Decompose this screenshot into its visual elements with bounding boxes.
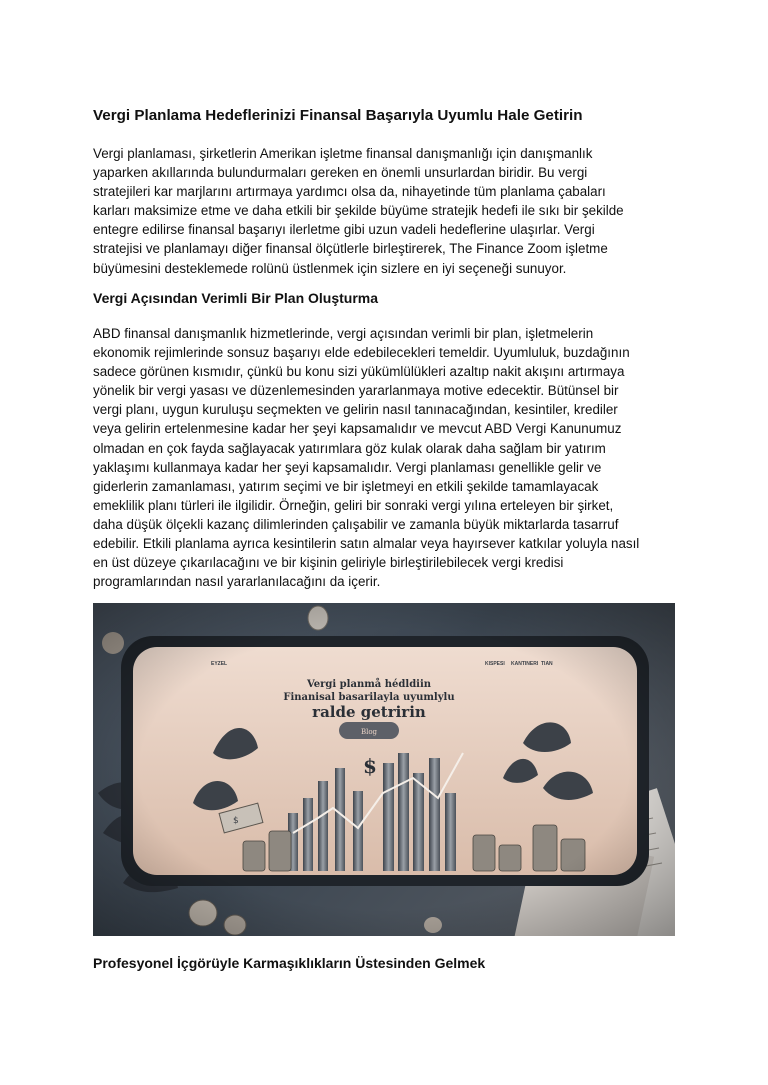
section-heading: Vergi Açısından Verimli Bir Plan Oluşturma — [93, 290, 379, 306]
paragraph-line: ABD finansal danışmanlık hizmetlerinde, vergi açısından verimli bir plan, işletmelerin — [93, 326, 594, 341]
page-title: Vergi Planlama Hedeflerinizi Finansal Başarıyla Uyumlu Hale Getirin — [93, 107, 583, 124]
paragraph-line: entegre edilirse finansal başarıyı ilerletme gibi uzun vadeli hedeflerine ulaşırlar. Vergi — [93, 222, 595, 238]
paragraph-line: edebilir. Etkili planlama ayrıca kesintilerin satın almalar veya hayırsever katkılar yoluyla nasıl — [93, 536, 640, 552]
intro-paragraph — [93, 144, 679, 278]
paragraph-line: yönelik bir vergi yasası ve düzenlemesinden yararlanmaya motive edecektir. Bütünsel bir — [93, 383, 619, 399]
tax-planning-illustration — [93, 603, 675, 936]
paragraph-line: yaklaşımı kullanmaya kadar her şeyi kapsamalıdır. Vergi planlaması genellikle gelir ve — [93, 459, 602, 475]
paragraph-line: en üst düzeye çıkarılacağını ve bir kişinin geliriyle birleştirilebilecek vergi kredisi — [93, 555, 564, 571]
paragraph-line: stratejileri kar marjlarını artırmaya yardımcı olsa da, nihayetinde tüm planlama çabaları — [93, 184, 606, 200]
illustration-svg — [93, 603, 675, 936]
paragraph-line: ekonomik rejimlerinde sonsuz başarıyı elde edebilecekleri temeldir. Uyumluluk, buzdağının — [93, 345, 630, 361]
paragraph-line: büyümesini desteklemede rolünü üstlenmek için sizlere en iyi seçeneği sunuyor. — [93, 260, 567, 276]
paragraph-line: daha düşük ölçekli kazanç dilimlerinden çalışabilir ve zamanla büyük miktarlarda tasarruf — [93, 516, 619, 532]
paragraph-line: emeklilik planı türleri ile ilgilidir. Örneğin, geliri bir sonraki vergi yılına erteleyen bir şirket, — [93, 497, 614, 513]
section-heading: Profesyonel İçgörüyle Karmaşıklıkların Üstesinden Gelmek — [93, 955, 486, 971]
paragraph-line: yaparken akıllarında bulundurmaları gereken en önemli unsurlardan biridir. Bu vergi — [93, 165, 588, 181]
paragraph-line: giderlerin zamanlaması, yatırım seçimi ve bir işletmeyi en etkili şekilde tamamlayacak — [93, 478, 599, 494]
paragraph-line: vergi planı, uygun kuruluşu seçmekten ve gelirin nasıl tanınacağından, kesintiler, krediler — [93, 402, 618, 418]
paragraph-line: programlarından nasıl yararlanılacağını da içerir. — [93, 574, 381, 590]
paragraph-line: veya gelirin ertelenmesine kadar her şeyi kapsamalıdır ve mevcut ABD Vergi Kanunumuz — [93, 421, 622, 437]
paragraph-line: stratejisi ve planlamayı diğer finansal ölçütlerle birleştirerek, The Finance Zoom işletme — [93, 241, 608, 257]
paragraph-line: sadece görünen kısmıdır, çünkü bu konu sizi yükümlülükleri azaltıp nakit akışını artırmaya — [93, 364, 625, 380]
paragraph-line: karları maksimize etme ve daha etkili bir şekilde büyüme stratejik hedefi ile sıkı bir şekilde — [93, 203, 624, 219]
section-paragraph — [93, 324, 679, 591]
paragraph-line: Vergi planlaması, şirketlerin Amerikan işletme finansal danışmanlığı için danışmanlık — [93, 146, 593, 161]
paragraph-line: olmadan en çok fayda sağlayacak yatırımlara göz kulak olarak daha sağlam bir yatırım — [93, 440, 606, 456]
